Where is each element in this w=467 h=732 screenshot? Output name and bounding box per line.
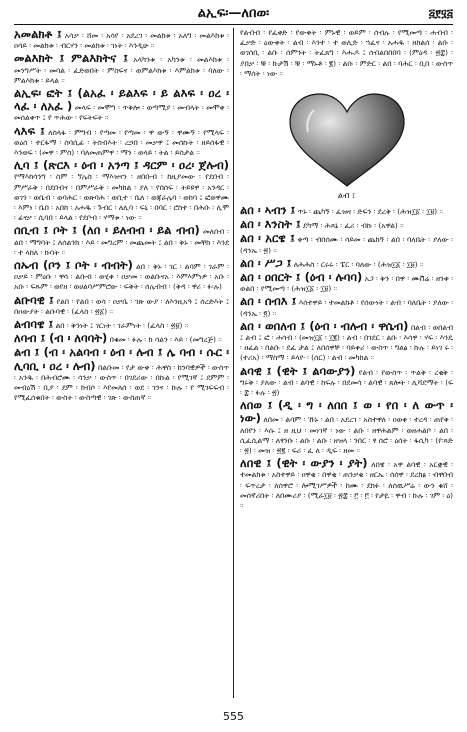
headword: ልባዊ ፤ (ዊት ፤ ልባውያን) [240,363,356,378]
dictionary-entry [14,28,229,51]
definition: አሳቃ ፡ ሸመ ፡ አሳየ ፡ አደረገ ፡ መልክቱ ፡ አለግ ፡ መልእክቱ ፡ ዐሳይ ፡ መልክቱ ፡ ብርሃን ፡ መልክቱ ፡ ገነት ፡ እንዲሁ ። [14,31,229,51]
headword: ልበ ፡ ሰብእ ፤ [240,294,297,309]
dictionary-entry [14,259,229,293]
dictionary-entry [14,332,229,345]
headword: ልብ ፤ (ብ ፡ አልባብ ፡ ዕብ ፡ ሉብ ፤ ሌ ባብ ፡ ሱር ፡ ሊባቢ ፡ ዐረ ፡ ሉብ) [14,345,229,373]
definition: በቁመ ፡ ፉሉ ፡ ከ ሳልን ፡ እይ ፡ (መግረጅ) ። [109,335,222,345]
definition: ደካማ ፡ ሕጻኔ ፡ ፈሪ ፡ ብኩ ፡ (አዋል) ። [303,221,404,231]
headword: ልበ ፡ አርዌ ፤ [240,231,295,246]
definition: ለበመ ፡ ልባም ፡ ኹኑ ፡ ልበ ፡ አደረገ ፡ አስተዋለ ፡ ዐወቀ ፡ ተረዳ ፡ ጠየቀ ፡ ለበየን ፡ እሱ ፤ ዘ ዚህ ፡ መነገኛ ፡ ነው ፡ ልቡ ፡ ዘዋሕልም ፡ ወዘሐልቦ ፡ ልበ ፡ ሲፈሲልማ ፡ ለፃንቡ ፡ ልቡ ፡ ልቡ ፡ ዘዝላ ፡ ንበር ፡ ፃ ሰሮ ፡ ዕሰት ፡ ፋሲካ ፡ (የ፡ጻድ ፡ ፳) ፡ መዝ ፡ ፳፪ ፡ ፍሪ ፡ ፈ ለ ፡ ዲፍ ፡ ዘመ ። [240,415,453,456]
dictionary-entry [240,28,453,79]
dictionary-entry [14,224,229,258]
dictionary-entry [14,318,229,331]
right-column [240,28,453,512]
dictionary-entry [240,320,453,364]
heart-icon [272,90,422,190]
definition: አላካንቱ ፡ አካንቱ ፡ መልእክቱ ፡ መንግሥት ፡ መባል ፡ ፈድወበት ፡ ምስፍና ፡ ወምልእክቱ ፡ እምልክቱ ፡ ባለው ፡ ምልእክቱ ፡ ይላል ። [14,55,229,85]
headword: ላእፍ ፤ [14,123,45,138]
dictionary-entry [14,159,229,223]
headword: ልበ ፡ ዐበርት ፤ (ዕብ ፡ ሉባባ) [240,270,363,285]
headword: ልቡባዊ ፤ [14,292,54,307]
dictionary-entry [14,294,229,317]
headword: ለበዊ ፤ (ዊት ፡ ውያን ፡ ያት) [240,456,368,471]
page-number-head: ፭፻፶፭ [428,7,453,20]
definition: አጋ ፡ ቅን ፡ በዋ ፡ ሙቨሬ ፡ ዘንቀ ፡ ወልበ ፡ የሚመጣ ፡ (ሕዝ፲፩ ፡ ፲፱) ። [240,274,453,294]
definition: እሰተዋይ ፡ ተመልክቶ ፡ የሰውነት ፡ ልብ ፡ ባለቤት ፡ ያለው ፡ (ዳንኤ ፡ ፬) ። [240,298,453,318]
page-header [14,6,453,25]
definition: በልቡመ ፡ የታ ውቀ ፡ ሕዋስ ፡ ከንባዊዎች ፡ ውስጥ ፡ አንዱ ፡ በሕብሮሙ ፡ ሳንቃ ፡ ውስጥ ፡ በገደሪው ፡ በኩል ፡ የሚገኛ ፤ ደምም ፡ መብዕሽ ፡ ቢያ ፡ ደም ፡ ክብሶ ፡ እየመለሰ ፡ ወደ ፡ ገንና ፡ ኩሉ ፡ የ ሚገፍፍብ ፡ የሚፈሰቁበት ፡ ውስት ፡ ውስጣዊ ፡ ገጽ ፡ ውስጠኛ ። [14,362,229,403]
headword: ለባብ ፤ (ብ ፡ ለባባት) [14,331,108,346]
figure-caption: ልብ ፤ [337,190,356,200]
dictionary-entry [240,232,453,255]
definition: ለበዌ ፡ አዋ ልባዊ ፡ አርቋዊ ፡ ተመልክቱ ፡ አስተዋይ ፡ ዐዋቂ ፡ በዋቂ ፡ ጠንቃቂ ፡ ዘርኤ ፡ ሰሰዋ ፡ ደረክፅ ፡ ብዋበብ ፡ ፍጥረታ ፡ ለሰዋሮ ፡ ሎሚገሥዎች ፡ ከሙ ፡ ደክፉ ፡ ለሰዉሥሬ ፡ ውን ቁሸ ፡ መሰኛሪበት ፡ ለበሙሪያ ፡ (ሚራ፲፱ ፡ ፳፰ ፡ ፫ ፡ ፫ ፡ የታዬ ፡ ዋብ ፡ ኩሉ ፡ ገም ፡ ዕ) ። [240,460,453,511]
definition: ልበ ፡ ቅንነት ፤ ገርነት ፡ ገራምነት ፡ (ፈላስ ፡ ፳፱) ። [55,321,189,331]
definition: የልብብ ፡ የፈቀድ ፡ የውቀት ፡ ምኑዊ ፡ ወይም ፡ ሰብሉ ፡ የሚመጣ ፡ ሐብብ ፡ ፈቃድ ፡ ዕውቀት ፡ ልብ ፡ እንተ ፡ ተ ወሊድ ፡ ኀፈና ፡ አሐዱ ፡ ዘከልሰ ፡ ልቡ ፡ ወገሰቢ ፡ ልቡ ፡ ሰምንት ፡ ትፈጸግ ፡ እሑዶ ፤ ሰብልበበበባ ፡ (ምዕዳ ፡ ፳፰) ፡ ያበቃ ፡ ቹ ፡ ኩታሽ ፡ ቹ ፡ ማኑቶ ፡ ፪) ፡ ልቡ ፡ ምድር ፡ ልበ ፡ ባሕር ፡ ቢበ ፡ ውስጥ ፡ ማሰት ፡ ነው ። [240,28,453,78]
left-column [14,28,229,405]
definition: መላፍ ፡ መሞግ ፡ ጥቅሎ ፡ ወጣሚያ ፡ መብላት ፡ መሞቀ ፡ መሰልቀጥ ፤ የ ጥሕው ፡ የፍትፍት ። [14,103,229,123]
running-head: ልኢፍ፡—ለበወ፡ [197,6,270,21]
definition: ለስላፋ ፡ ምግብ ፡ የጣመ ፡ የጣመ ፡ ዋ ውኝ ፡ ዋሙኝ ፡ የሚላፍ ፡ ወዕሰ ፡ ተርፋማ ፡ ሰባሲፊ ፡ ትስብእት ፡ ረኃበ ፡ መቃዋ ፤ መሰኩት ፡ ዘይሰፋዊ ፡ እንወፍ ፡ (መዋ ፡ ምስ) ፡ ባለመጠምዋ ፡ ማን ፡ ወላይ ፡ ትል ፡ ይስታል ። [14,127,229,158]
dictionary-entry [240,271,453,294]
definition: ለሕሕስ ፡ ርሩሩ ፡ ፔር ፡ ባለው ፡ (ሕዝ፲፩ ፡ ፲፱) ። [293,259,424,269]
definition: የማእከሳንግ ፡ ስም ፡ ኘሌስ ፡ ማእዝናን ፡ ዘበቡብ ፡ ከዚያመው ፡ የደበብ ፡ ምሥራቅ ፡ በደበብና ፡ በምሥራቅ ፡ መካከል ፡ ያለ ፡ የበሰፍ ፡ ትይዩዋ ፡ አንዳር ፡ ወገን ፡ ወቤብ ፡ ወባሕር ፡ ወጽባሕ ፡ ወቢተ ፡ ቤለ ፡ ወጃራሌባ ፡ ወከባ ፤ ፎወዋሙ ፡ እምነ ፡ ቤበ ፡ አበከ ፡ አሐዱ ፡ ጉብር ፡ ለሊባ ፡ ፍኒ ፡ በባር ፡ ሮስተ ፡ በሕቡ ፡ ሊሞ ፡ ፊናቃ ፡ ሲባበ ፡ ይላል ፡ የደቦብ ፡ ሃማቱ ፡ ነው ። [14,172,229,223]
headword: ልበ ፡ ወበለብ ፤ (ዕብ ፡ ብሉብ ፡ ዋሴብ) [240,318,409,333]
definition: ልበ ፡ ቅኑ ፡ ገር ፡ ልባም ፡ ገራም ፡ ዐቃይ ፡ ምዕቡ ፡ ዋሳ ፡ ልቡብ ፡ ወሂቀ ፡ ዐቃመ ፡ ወልቡናአ ፡ እምእምነዎ ፡ አቡ ፡ አቡ ፡ ፍጹም ፡ ወየዘ ፡ ወሀልባሥምሮው ፡ ፍቅት ፡ ሰሌብብ ፡ (ቅዳ ፡ ዋሪ ፡ ፉ፡ሉ) [14,262,229,292]
dictionary-entry [14,52,229,86]
headword: መልእክት ፤ ምልእክትና ፤ [14,51,128,66]
headword: ለበወ ፤ (ዲ ፡ ግ ፡ ለበበ ፤ ወ ፡ የበ ፡ ለ ውጥ ፡ ነው) [240,398,453,426]
dictionary-entry [240,399,453,456]
dictionary-entry [240,257,453,270]
dictionary-entry [14,346,229,403]
headword: ልበ ፡ እንስት ፤ [240,217,301,232]
headword: አመልክቶ ፤ [14,28,62,41]
dictionary-entry [14,125,229,159]
definition: በልብ ፡ ወበልብ ፤ ልብ ፤ ፎ ፡ ሐሳብ ፡ (መዝ፲፩ ፡ ፲፪) ፡ ልብ ፡ በገደር ፡ ልቡ ፡ እሳዋ ፡ ሃፍ ፡ እንዴ ፡ ዘፈል ፡ በልቡ ፡ ደፈ ታል ፤ ለበሰዋቸ ፡ ባይቀሪ ፡ ውስጥ ፡ ግልፅ ፡ ኩሉ ፡ ይነገ ሩ ፡ (ተሪአ) ፡ ማስማ ፡ ይላዮ ፡ (ሰር) ፡ ልብ ፡ መካከል ። [240,322,453,363]
headword: ሰቢብ ፤ ቦት ፤ (ለበ ፡ ይለብብ ፡ ይል ብብ) [14,223,200,238]
definition: መለበብ ፡ ልበ ፡ ማግባት ፤ ለሰልንክ ፡ እይ ፡ መግረም ፡ መጨመት ፤ ልበ ፡ ቅኑ ፡ መቸክ ፡ እንደ ፡ ተ ላከለ ፡ ኩባት ። [14,227,229,257]
definition: ጥኑ ፡ ጨካኝ ፡ ፈዝዛ ፡ ድፍን ፡ ደረቅ ፡ (ሕዝ፲፩ ፡ ፲፱) ። [297,207,443,217]
definition: የልብ ፡ የውስጥ ፡ ጥልቅ ፡ ረቂቅ ፡ ግሩቅ ፡ ያለው ፡ ልብ ፡ ልባዊ ፡ ከፍሉ ፡ በደመሳ ፡ ልባዊ ፡ ጸሎት ፡ ሊሻደማት ፡ (ፍ ፡ ፰ ፡ ፉሉ ፡ ፳) [240,367,453,398]
heart-figure [240,81,453,201]
headword: ልብባዌ ፤ [14,317,54,332]
headword: ልኢፍ፡ ፎት ፤ (ልአፈ ፡ ይልእፍ ፡ ይ ልእፍ ፡ ዐረ ፡ ላፈ ፡ ለአፈ ) [14,86,229,114]
dictionary-entry [240,204,453,217]
dictionary-entry [14,87,229,124]
headword: ሰኡብ (ቦን ፤ ቦት ፡ ብብት) [14,258,133,273]
dictionary-entry [240,365,453,399]
headword: ሊባ ፤ (ጽርእ ፡ ዕብ ፡ አንጣ ፤ ዳርም ፡ ዐረ፡ ጀሉብ) [14,158,229,173]
definition: የልበ ፡ የልበ ፡ ወሳ ፡ ዐቃቤ ፡ ገጽ ውያ ፡ ለእንዚአዓ ፤ ሰረድእት ፤ በዐውያት ፡ ልቡባዊ ፡ (ፈላስ ፡ ፳፩) ። [14,296,229,316]
headword: ልበ ፡ ኣብን ፤ [240,203,296,218]
page-number: 555 [223,710,244,723]
headword: ልበ ፡ ሥጋ ፤ [240,255,292,270]
dictionary-entry [240,457,453,511]
column-divider [233,28,234,698]
dictionary-entry [240,295,453,318]
dictionary-entry [240,218,453,231]
definition: ቀጣ ፡ ብበሰሙ ፡ ሳይመ ፡ ጨክኝ ፡ ልበ ፡ ባለቤት ፡ ያለው ፡ (ዳንኤ ፡ ፳) ። [240,235,453,255]
